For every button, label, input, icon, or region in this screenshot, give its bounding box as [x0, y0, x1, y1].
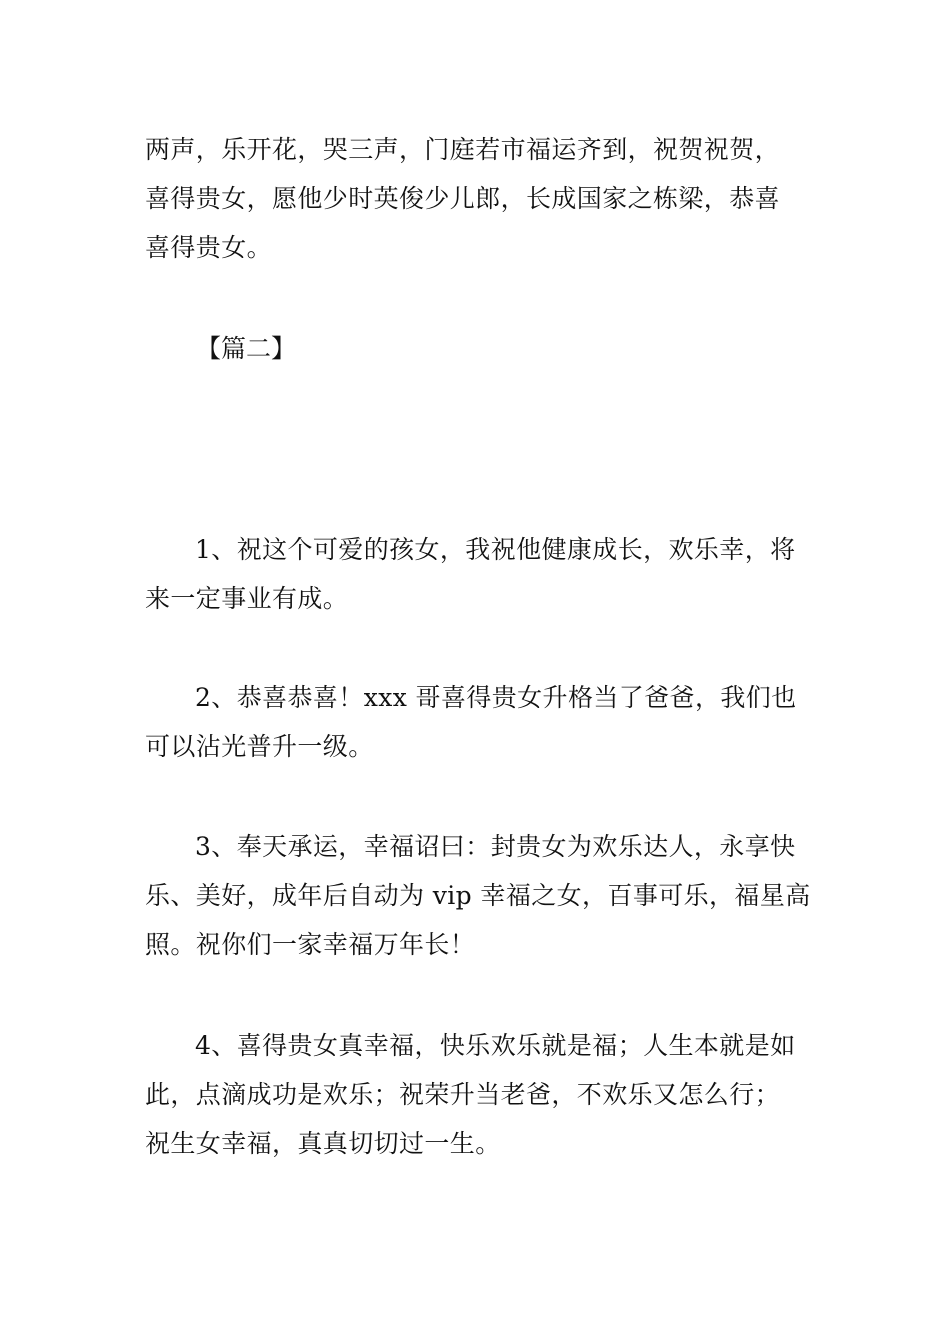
text-line: 此，点滴成功是欢乐；祝荣升当老爸，不欢乐又怎么行； [145, 1080, 781, 1109]
list-item-2 [145, 673, 810, 771]
text-line: 乐、美好，成年后自动为 vip 幸福之女，百事可乐，福星高 [145, 881, 811, 910]
text-line: 喜得贵女。 [145, 233, 273, 262]
section-heading: 【篇二】 [196, 334, 297, 363]
intro-paragraph [145, 125, 810, 272]
text-line: 照。祝你们一家幸福万年长！ [145, 930, 476, 959]
list-item-4 [145, 1021, 810, 1168]
text-line: 1、祝这个可爱的孩女，我祝他健康成长，欢乐幸，将 [195, 535, 796, 564]
text-line: 可以沾光普升一级。 [145, 732, 374, 761]
list-item-3 [145, 822, 810, 969]
text-line: 喜得贵女，愿他少时英俊少儿郎，长成国家之栋梁，恭喜 [145, 184, 781, 213]
text-line: 来一定事业有成。 [145, 584, 349, 613]
text-line: 2、恭喜恭喜！xxx 哥喜得贵女升格当了爸爸，我们也 [195, 683, 797, 712]
text-line: 祝生女幸福，真真切切过一生。 [145, 1129, 501, 1158]
text-line: 两声，乐开花，哭三声，门庭若市福运齐到，祝贺祝贺， [145, 135, 781, 164]
text-line: 4、喜得贵女真幸福，快乐欢乐就是福；人生本就是如 [195, 1031, 796, 1060]
text-line: 3、奉天承运，幸福诏曰：封贵女为欢乐达人，永享快 [195, 832, 796, 861]
list-item-1 [145, 525, 810, 623]
